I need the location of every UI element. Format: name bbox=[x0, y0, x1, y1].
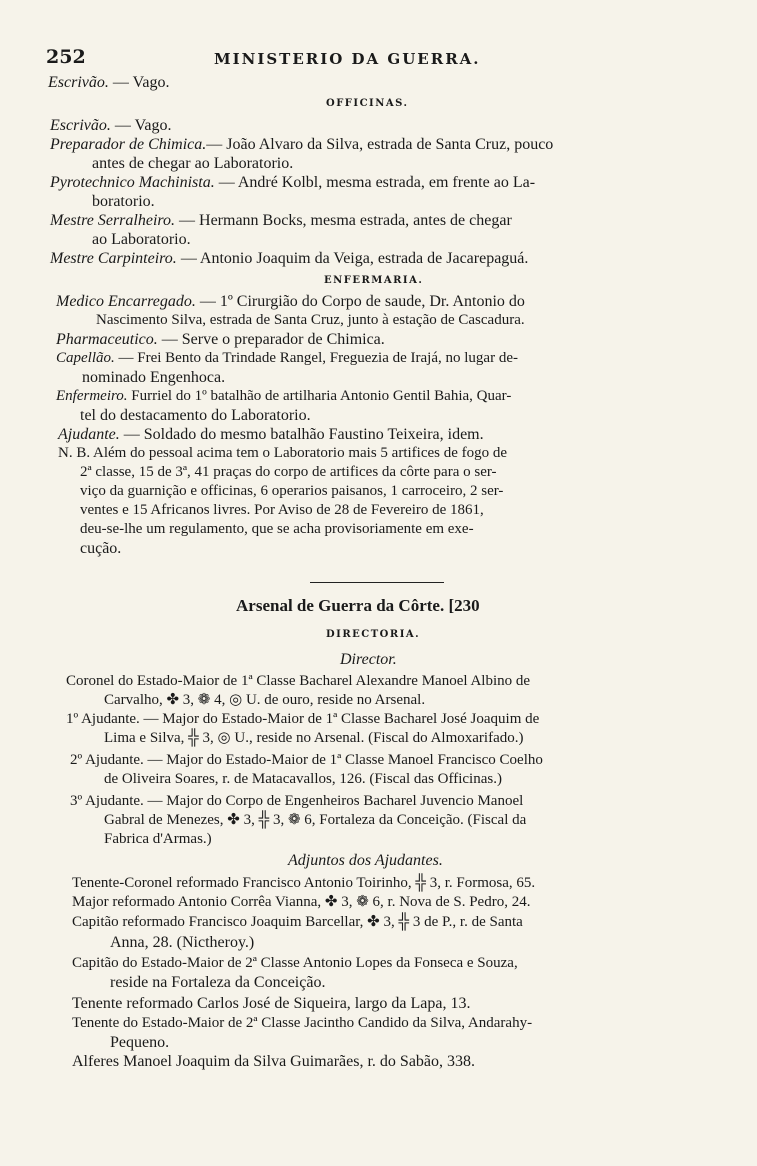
enfermaria-line-4 bbox=[56, 349, 518, 368]
escrivao-label: Escrivão. bbox=[48, 74, 109, 91]
ajudante-1-line-1: 1º Ajudante. — Major do Estado-Maior de 1ª Classe Bacharel José Joaquim de bbox=[66, 711, 540, 727]
officinas-line-8-label: Mestre Carpinteiro. bbox=[50, 250, 177, 267]
nb-line-3: viço da guarnição e officinas, 6 operarios paisanos, 1 carroceiro, 2 ser- bbox=[80, 483, 504, 499]
enfermaria-line-8-text: — Soldado do mesmo batalhão Faustino Teixeira, idem. bbox=[119, 426, 484, 443]
director-line-1: Coronel do Estado-Maior de 1ª Classe Bacharel Alexandre Manoel Albino de bbox=[66, 673, 531, 689]
adjunto-line-4: Anna, 28. (Nictheroy.) bbox=[110, 934, 255, 951]
arsenal-title-ref: [230 bbox=[448, 596, 480, 615]
nb-line-4: ventes e 15 Africanos livres. Por Aviso de 28 de Fevereiro de 1861, bbox=[80, 502, 484, 518]
officinas-line-2 bbox=[50, 135, 553, 154]
enfermaria-line-1 bbox=[56, 292, 525, 311]
director-heading: Director. bbox=[340, 651, 397, 668]
nb-line-6: cução. bbox=[80, 540, 122, 557]
officinas-line-3: antes de chegar ao Laboratorio. bbox=[92, 155, 294, 172]
enfermaria-line-3-text: — Serve o preparador de Chimica. bbox=[157, 331, 385, 348]
running-head: MINISTERIO DA GUERRA. bbox=[214, 50, 481, 68]
officinas-line-7: ao Laboratorio. bbox=[92, 231, 191, 248]
enfermaria-line-7: tel do destacamento do Laboratorio. bbox=[80, 407, 311, 424]
officinas-line-6 bbox=[50, 211, 512, 230]
officinas-line-2-label: Preparador de Chimica. bbox=[50, 136, 207, 153]
adjunto-line-10: Alferes Manoel Joaquim da Silva Guimarães, r. do Sabão, 338. bbox=[72, 1053, 476, 1070]
officinas-line-4-label: Pyrotechnico Machinista. bbox=[50, 174, 215, 191]
ajudante-2-line-1: 2º Ajudante. — Major do Estado-Maior de 1ª Classe Manoel Francisco Coelho bbox=[70, 752, 543, 768]
officinas-line-4 bbox=[50, 173, 535, 192]
nb-line-1: N. B. Além do pessoal acima tem o Laboratorio mais 5 artifices de fogo de bbox=[58, 445, 508, 461]
enfermaria-line-3-label: Pharmaceutico. bbox=[56, 331, 158, 348]
section-divider bbox=[310, 582, 444, 583]
enfermaria-line-6 bbox=[56, 387, 511, 406]
ajudante-2-line-2: de Oliveira Soares, r. de Matacavallos, 126. (Fiscal das Officinas.) bbox=[104, 771, 502, 787]
ajudante-3-line-3: Fabrica d'Armas.) bbox=[104, 831, 212, 847]
enfermaria-line-4-text: — Frei Bento da Trindade Rangel, Freguezia de Irajá, no lugar de- bbox=[114, 350, 518, 366]
adjunto-line-9: Pequeno. bbox=[110, 1034, 170, 1051]
officinas-line-1-text: — Vago. bbox=[110, 117, 172, 134]
enfermaria-line-1-text: — 1º Cirurgião do Corpo de saude, Dr. Antonio do bbox=[195, 293, 525, 310]
adjunto-line-1: Tenente-Coronel reformado Francisco Antonio Toirinho, ╬ 3, r. Formosa, 65. bbox=[72, 875, 536, 891]
officinas-line-8 bbox=[50, 249, 528, 268]
officinas-line-5: boratorio. bbox=[92, 193, 155, 210]
adjunto-line-3: Capitão reformado Francisco Joaquim Barcellar, ✤ 3, ╬ 3 de P., r. de Santa bbox=[72, 914, 523, 930]
enfermaria-line-8-label: Ajudante. bbox=[58, 426, 120, 443]
nb-line-2: 2ª classe, 15 de 3ª, 41 praças do corpo de artifices da côrte para o ser- bbox=[80, 464, 497, 480]
enfermaria-line-1-label: Medico Encarregado. bbox=[56, 293, 196, 310]
escrivao-line bbox=[48, 73, 169, 92]
arsenal-title-text: Arsenal de Guerra da Côrte. bbox=[236, 596, 445, 615]
officinas-heading: OFFICINAS. bbox=[326, 98, 409, 109]
officinas-line-1 bbox=[50, 116, 171, 135]
enfermaria-heading: ENFERMARIA. bbox=[324, 275, 424, 286]
arsenal-title bbox=[236, 596, 480, 616]
enfermaria-line-5: nominado Engenhoca. bbox=[82, 369, 226, 386]
escrivao-text: — Vago. bbox=[108, 74, 170, 91]
enfermaria-line-4-label: Capellão. bbox=[56, 350, 115, 366]
officinas-line-1-label: Escrivão. bbox=[50, 117, 111, 134]
adjunto-line-8: Tenente do Estado-Maior de 2ª Classe Jacintho Candido da Silva, Andarahy- bbox=[72, 1015, 533, 1031]
ajudante-3-line-2: Gabral de Menezes, ✤ 3, ╬ 3, ❁ 6, Fortaleza da Conceição. (Fiscal da bbox=[104, 812, 527, 828]
adjunto-line-6: reside na Fortaleza da Conceição. bbox=[110, 974, 326, 991]
officinas-line-8-text: — Antonio Joaquim da Veiga, estrada de Jacarepaguá. bbox=[176, 250, 529, 267]
ajudante-1-line-2: Lima e Silva, ╬ 3, ◎ U., reside no Arsenal. (Fiscal do Almoxarifado.) bbox=[104, 730, 524, 746]
nb-line-5: deu-se-lhe um regulamento, que se acha provisoriamente em exe- bbox=[80, 521, 474, 537]
adjunto-line-2: Major reformado Antonio Corrêa Vianna, ✤ 3, ❁ 6, r. Nova de S. Pedro, 24. bbox=[72, 894, 531, 910]
adjunto-line-5: Capitão do Estado-Maior de 2ª Classe Antonio Lopes da Fonseca e Souza, bbox=[72, 955, 518, 971]
officinas-line-6-text: — Hermann Bocks, mesma estrada, antes de chegar bbox=[175, 212, 512, 229]
ajudante-3-line-1: 3º Ajudante. — Major do Corpo de Engenheiros Bacharel Juvencio Manoel bbox=[70, 793, 524, 809]
page-number: 252 bbox=[46, 46, 86, 68]
enfermaria-line-6-label: Enfermeiro. bbox=[56, 388, 128, 404]
enfermaria-line-8 bbox=[58, 425, 484, 444]
officinas-line-2-text: — João Alvaro da Silva, estrada de Santa Cruz, pouco bbox=[206, 136, 554, 153]
director-line-2: Carvalho, ✤ 3, ❁ 4, ◎ U. de ouro, reside no Arsenal. bbox=[104, 692, 426, 708]
adjunto-line-7: Tenente reformado Carlos José de Siqueira, largo da Lapa, 13. bbox=[72, 995, 471, 1012]
enfermaria-line-6-text: Furriel do 1º batalhão de artilharia Antonio Gentil Bahia, Quar- bbox=[127, 388, 512, 404]
officinas-line-6-label: Mestre Serralheiro. bbox=[50, 212, 176, 229]
officinas-line-4-text: — André Kolbl, mesma estrada, em frente ao La- bbox=[214, 174, 536, 191]
adjuntos-heading: Adjuntos dos Ajudantes. bbox=[288, 852, 443, 869]
directoria-heading: DIRECTORIA. bbox=[326, 629, 421, 640]
enfermaria-line-2: Nascimento Silva, estrada de Santa Cruz, junto à estação de Cascadura. bbox=[96, 312, 525, 328]
enfermaria-line-3 bbox=[56, 330, 385, 349]
